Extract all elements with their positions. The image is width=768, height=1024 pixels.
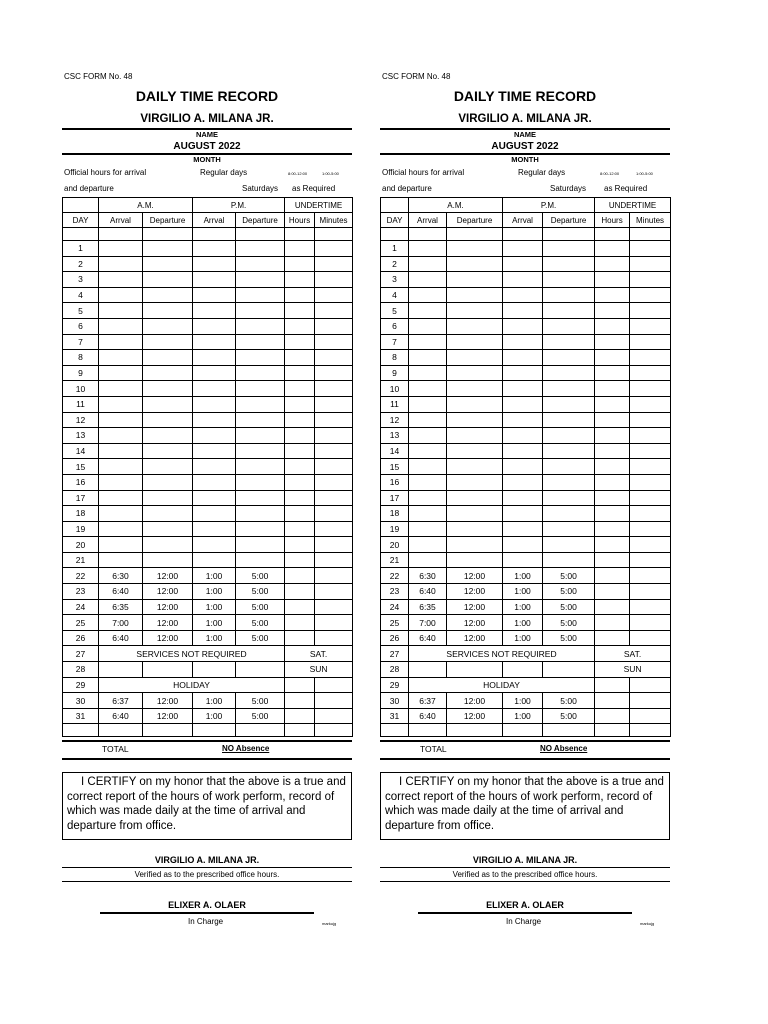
official-hours-label: Official hours for arrival: [64, 168, 147, 177]
am-header: A.M.: [409, 198, 503, 213]
in-charge-row: [380, 914, 670, 930]
day-header: DAY: [381, 213, 409, 228]
table-row: 29 HOLIDAY: [63, 677, 353, 693]
merged-note: SERVICES NOT REQUIRED: [99, 646, 285, 662]
am-arrival-header: Arrval: [99, 213, 143, 228]
name-caption: NAME: [513, 130, 537, 139]
small-mark: markujg: [322, 921, 337, 927]
employee-name: VIRGILIO A. MILANA JR.: [380, 111, 670, 130]
pm-header: P.M.: [503, 198, 595, 213]
table-row: 19: [63, 521, 353, 537]
total-row: [62, 740, 352, 760]
table-row: 31 6:40 12:00 1:00 5:00: [63, 708, 353, 724]
table-row: 27 SERVICES NOT REQUIRED SAT.: [381, 646, 671, 662]
saturdays-value: as Required: [604, 184, 648, 193]
table-row: 30 6:37 12:00 1:00 5:00: [381, 693, 671, 709]
table-row: 5: [63, 303, 353, 319]
table-row: 16: [63, 474, 353, 490]
table-row: 18: [63, 506, 353, 522]
blank-row: [63, 228, 353, 241]
hours-header: Hours: [595, 213, 630, 228]
dtr-table: [62, 197, 353, 737]
departure-label: and departure: [382, 184, 432, 193]
undertime-header: UNDERTIME: [285, 198, 353, 213]
table-row: 5: [381, 303, 671, 319]
regular-am-hours: 8:00-12:00: [288, 171, 308, 176]
undertime-note: SUN: [595, 662, 671, 678]
table-row: 3: [381, 272, 671, 288]
minutes-header: Minutes: [630, 213, 671, 228]
merged-note: SERVICES NOT REQUIRED: [409, 646, 595, 662]
table-row: 22 6:30 12:00 1:00 5:00: [63, 568, 353, 584]
certification-box: [380, 772, 670, 840]
table-row: 1: [63, 241, 353, 257]
minutes-header: Minutes: [315, 213, 353, 228]
table-row: 12: [63, 412, 353, 428]
am-departure-header: Departure: [143, 213, 193, 228]
undertime-note: SUN: [285, 662, 353, 678]
table-row: 8: [63, 350, 353, 366]
table-row: 4: [63, 287, 353, 303]
pm-arrival-header: Arrval: [503, 213, 543, 228]
official-hours-row: [380, 165, 670, 181]
table-row: 29 HOLIDAY: [381, 677, 671, 693]
table-row: 6: [381, 318, 671, 334]
table-head-row-1: [381, 198, 671, 213]
form-number: CSC FORM No. 48: [64, 72, 133, 81]
departure-label: and departure: [64, 184, 114, 193]
official-hours-label: Official hours for arrival: [382, 168, 465, 177]
employee-name: VIRGILIO A. MILANA JR.: [62, 111, 352, 130]
blank-row: [381, 228, 671, 241]
table-row: 8: [381, 350, 671, 366]
table-head-row-1: [63, 198, 353, 213]
day-header: DAY: [63, 213, 99, 228]
table-row: 31 6:40 12:00 1:00 5:00: [381, 708, 671, 724]
table-row: 18: [381, 506, 671, 522]
table-row: 12: [381, 412, 671, 428]
pm-arrival-header: Arrval: [193, 213, 236, 228]
merged-note: HOLIDAY: [409, 677, 595, 693]
table-row: 19: [381, 521, 671, 537]
total-label: TOTAL: [420, 744, 447, 755]
table-row: 25 7:00 12:00 1:00 5:00: [63, 615, 353, 631]
table-row: 9: [381, 365, 671, 381]
table-row: 16: [381, 474, 671, 490]
total-row: [380, 740, 670, 760]
form-number: CSC FORM No. 48: [382, 72, 451, 81]
saturdays-value: as Required: [292, 184, 336, 193]
table-row: 17: [381, 490, 671, 506]
form-title: DAILY TIME RECORD: [135, 88, 279, 104]
month-caption: MONTH: [511, 155, 539, 164]
saturdays-label: Saturdays: [242, 184, 279, 193]
regular-pm-hours: 1:00-5:00: [322, 171, 339, 176]
table-row: 14: [63, 443, 353, 459]
table-row: 13: [381, 428, 671, 444]
total-value: NO Absence: [222, 744, 270, 754]
verified-text: Verified as to the prescribed office hours.: [62, 867, 352, 882]
am-header: A.M.: [99, 198, 193, 213]
table-row: 11: [381, 396, 671, 412]
departure-row: [62, 181, 352, 197]
saturdays-label: Saturdays: [550, 184, 587, 193]
dtr-card-left: [62, 70, 352, 930]
total-value: NO Absence: [540, 744, 588, 754]
table-head-row-2: [381, 213, 671, 228]
table-row: 11: [63, 396, 353, 412]
pm-header: P.M.: [193, 198, 285, 213]
table-row: 7: [63, 334, 353, 350]
regular-pm-hours: 1:00-5:00: [636, 171, 653, 176]
undertime-note: SAT.: [595, 646, 671, 662]
verified-text: Verified as to the prescribed office hours.: [380, 867, 670, 882]
blank-row: [63, 724, 353, 737]
in-charge-label: In Charge: [188, 917, 224, 927]
table-row: 22 6:30 12:00 1:00 5:00: [381, 568, 671, 584]
hours-header: Hours: [285, 213, 315, 228]
pm-departure-header: Departure: [236, 213, 285, 228]
table-row: 9: [63, 365, 353, 381]
table-row: 10: [381, 381, 671, 397]
dtr-card-right: [380, 70, 670, 930]
departure-row: [380, 181, 670, 197]
table-row: 10: [63, 381, 353, 397]
table-row: 20: [381, 537, 671, 553]
in-charge-name: ELIXER A. OLAER: [100, 898, 314, 914]
table-row: 13: [63, 428, 353, 444]
table-row: 2: [381, 256, 671, 272]
table-row: 6: [63, 318, 353, 334]
table-row: 28 SUN: [63, 662, 353, 678]
table-row: 24 6:35 12:00 1:00 5:00: [381, 599, 671, 615]
certification-box: [62, 772, 352, 840]
employee-signatory: VIRGILIO A. MILANA JR.: [472, 855, 578, 866]
month-value: AUGUST 2022: [62, 140, 352, 155]
table-head-row-2: [63, 213, 353, 228]
in-charge-name: ELIXER A. OLAER: [418, 898, 632, 914]
table-row: 21: [63, 552, 353, 568]
dtr-table: [380, 197, 671, 737]
month-value: AUGUST 2022: [380, 140, 670, 155]
certification-text: I CERTIFY on my honor that the above is a true and correct report of the hours of work perform, record of which was made daily at the time of arrival and departure from office.: [67, 776, 346, 832]
month-caption: MONTH: [193, 155, 221, 164]
am-arrival-header: Arrval: [409, 213, 447, 228]
undertime-header: UNDERTIME: [595, 198, 671, 213]
table-row: 24 6:35 12:00 1:00 5:00: [63, 599, 353, 615]
table-row: 14: [381, 443, 671, 459]
official-hours-row: [62, 165, 352, 181]
table-row: 7: [381, 334, 671, 350]
form-title: DAILY TIME RECORD: [453, 88, 597, 104]
regular-days-label: Regular days: [518, 168, 566, 177]
undertime-note: SAT.: [285, 646, 353, 662]
table-row: 20: [63, 537, 353, 553]
regular-days-label: Regular days: [200, 168, 248, 177]
table-row: 15: [381, 459, 671, 475]
table-row: 23 6:40 12:00 1:00 5:00: [63, 584, 353, 600]
table-row: 23 6:40 12:00 1:00 5:00: [381, 584, 671, 600]
in-charge-label: In Charge: [506, 917, 542, 927]
pm-departure-header: Departure: [543, 213, 595, 228]
table-row: 28 SUN: [381, 662, 671, 678]
regular-am-hours: 8:00-12:00: [600, 171, 620, 176]
merged-note: HOLIDAY: [99, 677, 285, 693]
table-row: 30 6:37 12:00 1:00 5:00: [63, 693, 353, 709]
table-row: 26 6:40 12:00 1:00 5:00: [63, 630, 353, 646]
name-caption: NAME: [195, 130, 219, 139]
table-row: 3: [63, 272, 353, 288]
am-departure-header: Departure: [447, 213, 503, 228]
certification-text: I CERTIFY on my honor that the above is a true and correct report of the hours of work perform, record of which was made daily at the time of arrival and departure from office.: [385, 776, 664, 832]
small-mark: markujg: [640, 921, 655, 927]
table-row: 26 6:40 12:00 1:00 5:00: [381, 630, 671, 646]
table-row: 4: [381, 287, 671, 303]
in-charge-row: [62, 914, 352, 930]
table-row: 1: [381, 241, 671, 257]
table-row: 2: [63, 256, 353, 272]
table-row: 15: [63, 459, 353, 475]
table-row: 25 7:00 12:00 1:00 5:00: [381, 615, 671, 631]
table-row: 27 SERVICES NOT REQUIRED SAT.: [63, 646, 353, 662]
employee-signatory: VIRGILIO A. MILANA JR.: [154, 855, 260, 866]
total-label: TOTAL: [102, 744, 129, 755]
table-row: 17: [63, 490, 353, 506]
table-row: 21: [381, 552, 671, 568]
blank-row: [381, 724, 671, 737]
